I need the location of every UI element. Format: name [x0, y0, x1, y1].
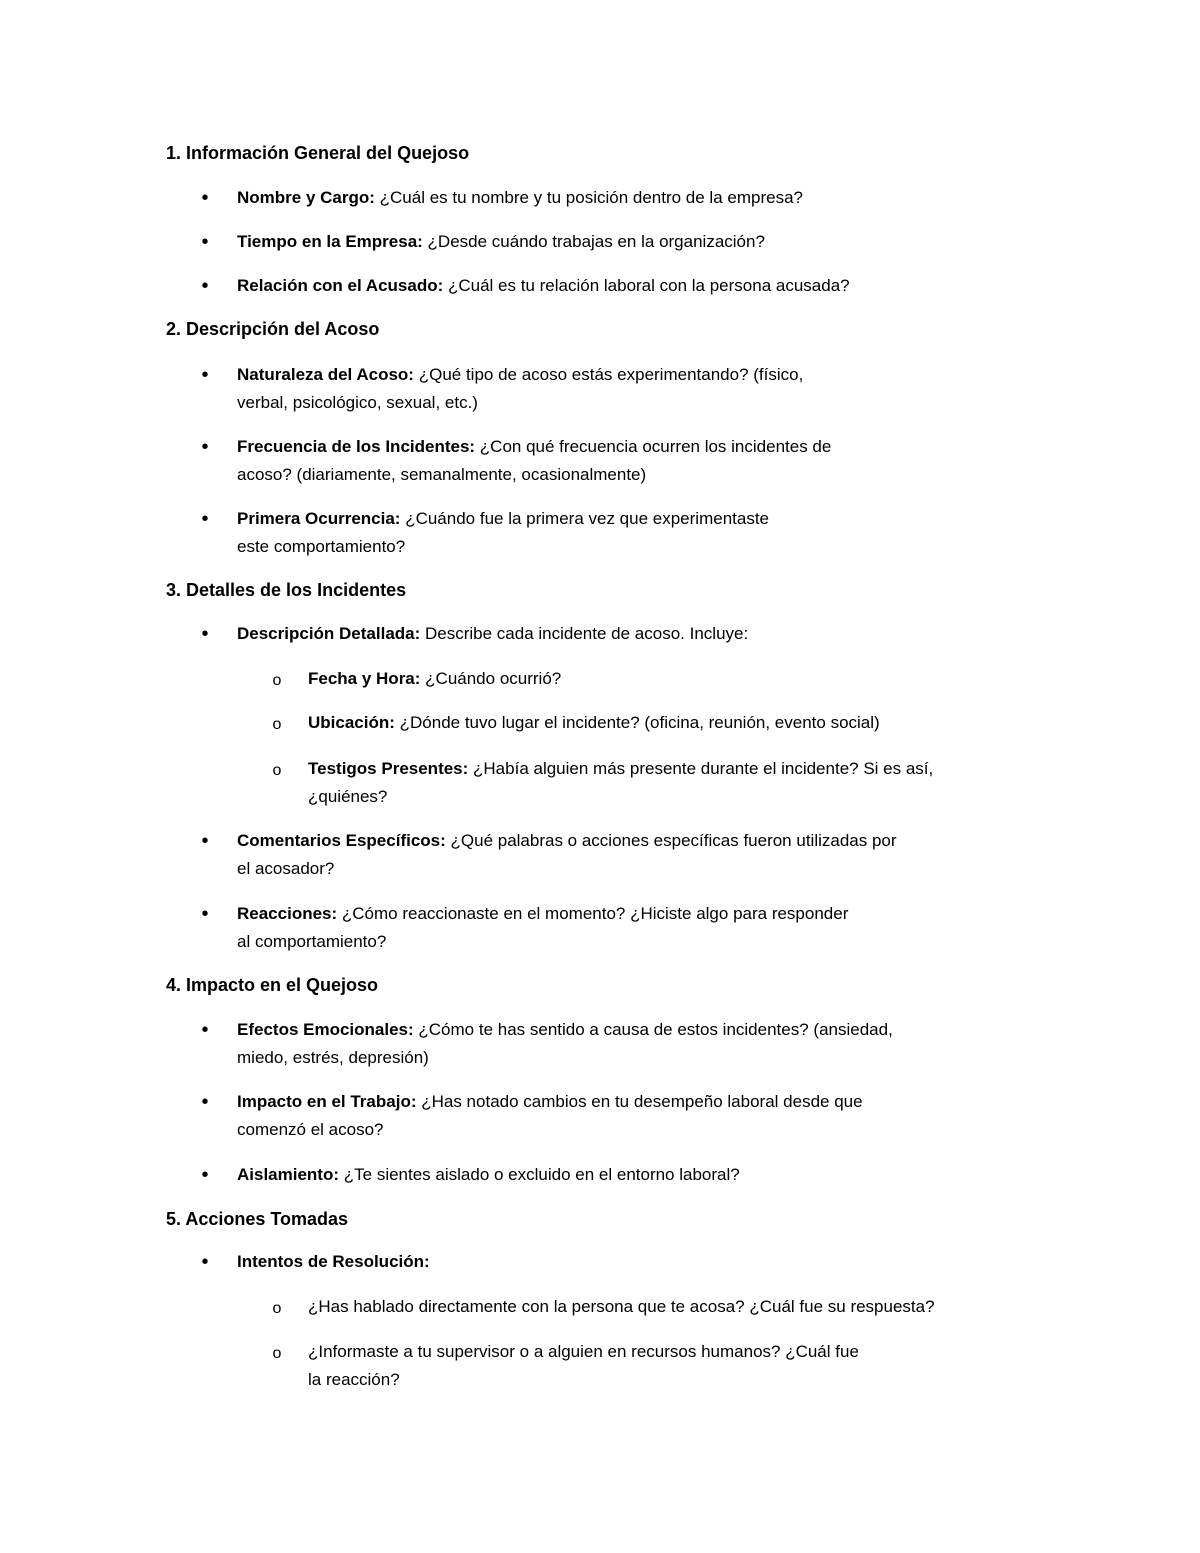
item-text: ¿Cuál es tu relación laboral con la persona acusada? — [443, 276, 850, 295]
item-text: ¿Había alguien más presente durante el incidente? Si es así, — [468, 759, 934, 778]
item-text: ¿Dónde tuvo lugar el incidente? (oficina, reunión, evento social) — [394, 713, 880, 732]
item-label: Nombre y Cargo: — [237, 188, 375, 207]
list-item — [237, 505, 997, 561]
item-text-continued: ¿quiénes? — [308, 787, 388, 806]
sub-bullet-marker: o — [272, 716, 282, 733]
item-label: Comentarios Específicos: — [237, 831, 446, 850]
bullet-marker: • — [201, 830, 209, 852]
item-label: Primera Ocurrencia: — [237, 509, 401, 528]
list-item — [237, 1248, 997, 1276]
item-text: ¿Qué palabras o acciones específicas fueron utilizadas por — [445, 831, 897, 850]
bullet-marker: • — [201, 1164, 209, 1186]
item-text-continued: al comportamiento? — [237, 932, 387, 951]
list-item — [237, 900, 997, 956]
item-label: Reacciones: — [237, 904, 338, 923]
list-item — [237, 184, 997, 212]
item-label: Testigos Presentes: — [308, 759, 469, 778]
sub-list-item — [308, 755, 1028, 811]
bullet-marker: • — [201, 187, 209, 209]
item-text: ¿Te sientes aislado o excluido en el entorno laboral? — [339, 1165, 740, 1184]
item-label: Efectos Emocionales: — [237, 1020, 414, 1039]
bullet-marker: • — [201, 436, 209, 458]
section-heading-2: 2. Descripción del Acoso — [166, 319, 380, 339]
item-text-continued: verbal, psicológico, sexual, etc.) — [237, 393, 478, 412]
item-text-continued: la reacción? — [308, 1370, 400, 1389]
sub-list-item — [308, 1293, 1028, 1321]
sub-bullet-marker: o — [272, 672, 282, 689]
item-label: Relación con el Acusado: — [237, 276, 444, 295]
sub-bullet-marker: o — [272, 1300, 282, 1317]
bullet-marker: • — [201, 275, 209, 297]
item-text: ¿Has notado cambios en tu desempeño laboral desde que — [416, 1092, 863, 1111]
list-item — [237, 361, 997, 417]
list-item — [237, 1016, 997, 1072]
item-text: ¿Con qué frecuencia ocurren los incidentes de — [475, 437, 832, 456]
bullet-marker: • — [201, 364, 209, 386]
bullet-marker: • — [201, 1251, 209, 1273]
list-item — [237, 272, 997, 300]
section-heading-5: 5. Acciones Tomadas — [166, 1209, 349, 1229]
item-text-continued: acoso? (diariamente, semanalmente, ocasionalmente) — [237, 465, 647, 484]
item-label: Impacto en el Trabajo: — [237, 1092, 417, 1111]
list-item — [237, 1161, 997, 1189]
list-item — [237, 620, 997, 648]
item-label: Frecuencia de los Incidentes: — [237, 437, 476, 456]
bullet-marker: • — [201, 623, 209, 645]
item-text: ¿Cuál es tu nombre y tu posición dentro de la empresa? — [374, 188, 803, 207]
item-text: ¿Cuándo fue la primera vez que experimentaste — [400, 509, 769, 528]
item-text: ¿Cómo te has sentido a causa de estos incidentes? (ansiedad, — [413, 1020, 893, 1039]
sub-list-item — [308, 665, 1028, 693]
item-text: ¿Desde cuándo trabajas en la organización? — [422, 232, 765, 251]
item-label: Tiempo en la Empresa: — [237, 232, 423, 251]
item-label: Intentos de Resolución: — [237, 1252, 430, 1271]
item-text-continued: el acosador? — [237, 859, 335, 878]
bullet-marker: • — [201, 903, 209, 925]
item-text: ¿Has hablado directamente con la persona que te acosa? ¿Cuál fue su respuesta? — [308, 1297, 935, 1316]
item-label: Aislamiento: — [237, 1165, 340, 1184]
item-text-continued: este comportamiento? — [237, 537, 406, 556]
section-heading-4: 4. Impacto en el Quejoso — [166, 975, 379, 995]
bullet-marker: • — [201, 231, 209, 253]
sub-bullet-marker: o — [272, 762, 282, 779]
item-text: ¿Cómo reaccionaste en el momento? ¿Hiciste algo para responder — [337, 904, 849, 923]
item-text: ¿Cuándo ocurrió? — [420, 669, 562, 688]
list-item — [237, 1088, 997, 1144]
item-label: Descripción Detallada: — [237, 624, 421, 643]
section-heading-3: 3. Detalles de los Incidentes — [166, 580, 407, 600]
bullet-marker: • — [201, 508, 209, 530]
item-text-continued: miedo, estrés, depresión) — [237, 1048, 429, 1067]
section-heading-1: 1. Información General del Quejoso — [166, 143, 470, 163]
bullet-marker: • — [201, 1019, 209, 1041]
item-label: Ubicación: — [308, 713, 395, 732]
item-text: ¿Informaste a tu supervisor o a alguien en recursos humanos? ¿Cuál fue — [308, 1342, 859, 1361]
item-text: Describe cada incidente de acoso. Incluye: — [420, 624, 749, 643]
list-item — [237, 827, 997, 883]
item-text-continued: comenzó el acoso? — [237, 1120, 384, 1139]
sub-list-item — [308, 709, 1028, 737]
item-label: Naturaleza del Acoso: — [237, 365, 414, 384]
list-item — [237, 433, 997, 489]
sub-list-item — [308, 1338, 1028, 1394]
item-text: ¿Qué tipo de acoso estás experimentando? (físico, — [413, 365, 804, 384]
bullet-marker: • — [201, 1091, 209, 1113]
sub-bullet-marker: o — [272, 1345, 282, 1362]
item-label: Fecha y Hora: — [308, 669, 421, 688]
list-item — [237, 228, 997, 256]
